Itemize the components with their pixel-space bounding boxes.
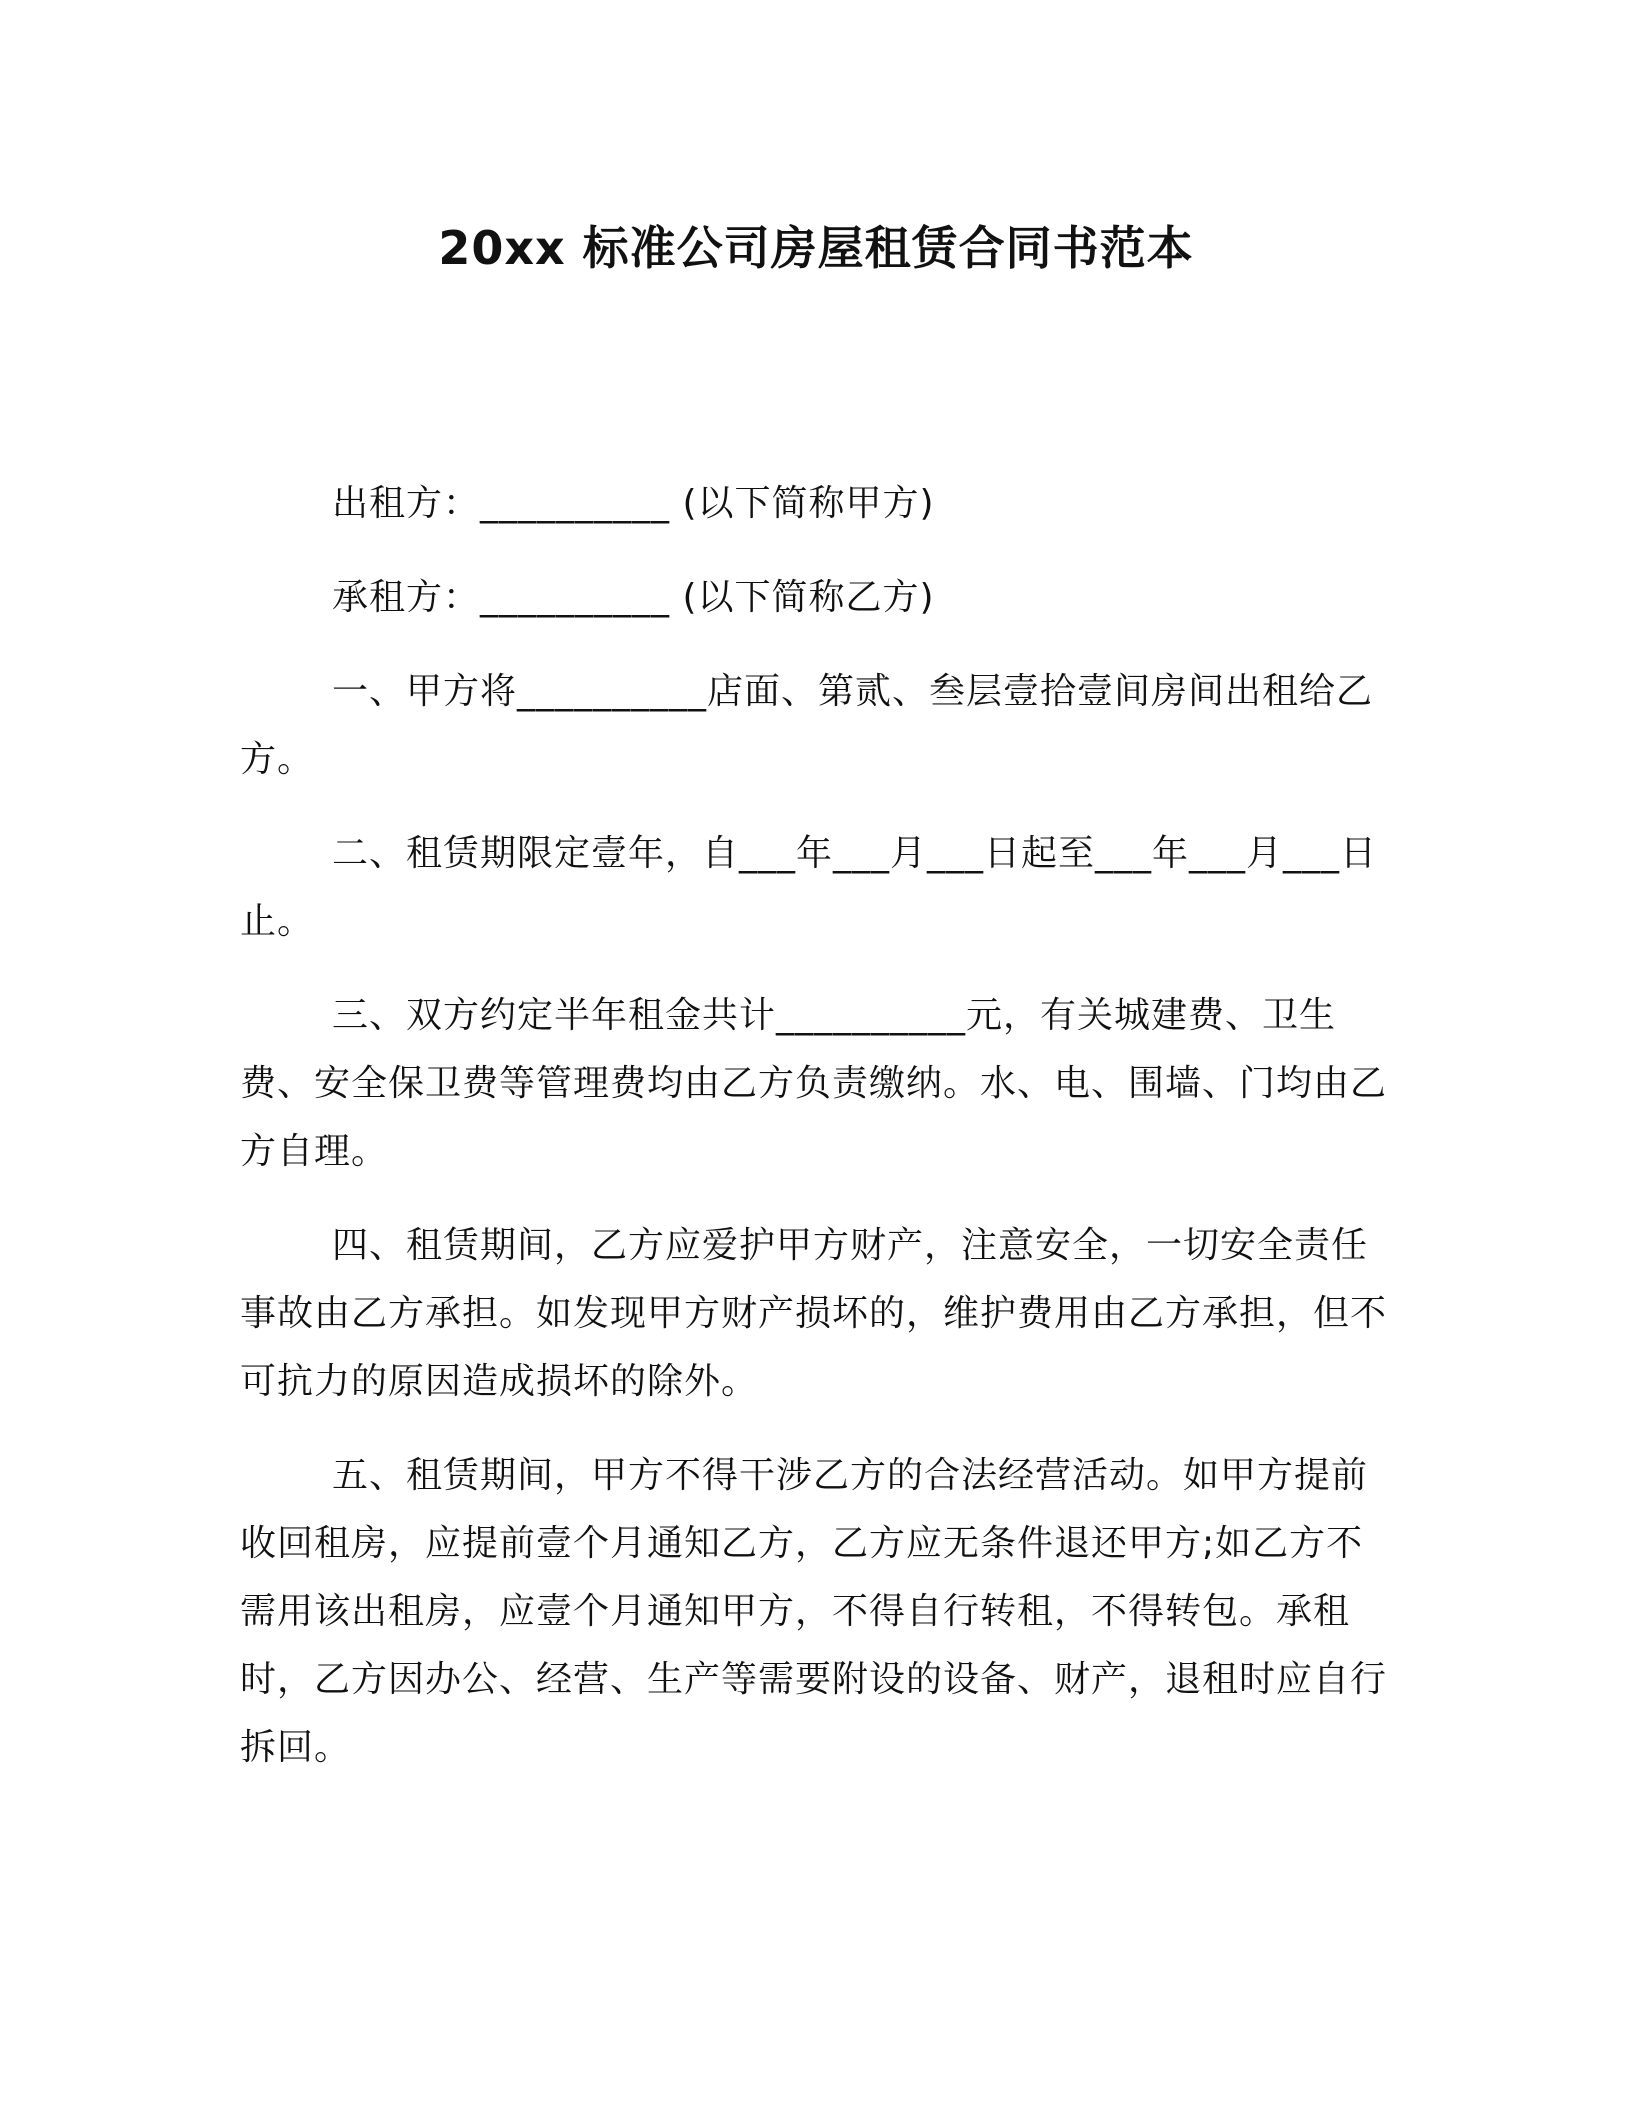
- lessor-line: 出租方：__________ (以下简称甲方): [332, 483, 935, 524]
- lessee-line: 承租方：__________ (以下简称乙方): [332, 577, 935, 618]
- clause-3: 三、双方约定半年租金共计__________元，有关城建费、卫生费、安全保卫费等管理费均由乙方负责缴纳。水、电、围墙、门均由乙方自理。: [240, 995, 1388, 1172]
- clause-2: 二、租赁期限定壹年，自___年___月___日起至___年___月___日止。: [240, 833, 1378, 942]
- clause-1: 一、甲方将__________店面、第贰、叁层壹拾壹间房间出租给乙方。: [240, 671, 1374, 780]
- document-body: [240, 470, 1400, 1808]
- document-title: 20xx 标准公司房屋租赁合同书范本: [438, 221, 1194, 275]
- clause-4: 四、租赁期间，乙方应爱护甲方财产，注意安全，一切安全责任事故由乙方承担。如发现甲方财产损坏的，维护费用由乙方承担，但不可抗力的原因造成损坏的除外。: [240, 1225, 1388, 1402]
- clause-5: 五、租赁期间，甲方不得干涉乙方的合法经营活动。如甲方提前收回租房，应提前壹个月通知乙方，乙方应无条件退还甲方;如乙方不需用该出租房，应壹个月通知甲方，不得自行转租，不得转包。承租时，乙方因办公、经营、生产等需要附设的设备、财产，退租时应自行拆回。: [240, 1455, 1388, 1768]
